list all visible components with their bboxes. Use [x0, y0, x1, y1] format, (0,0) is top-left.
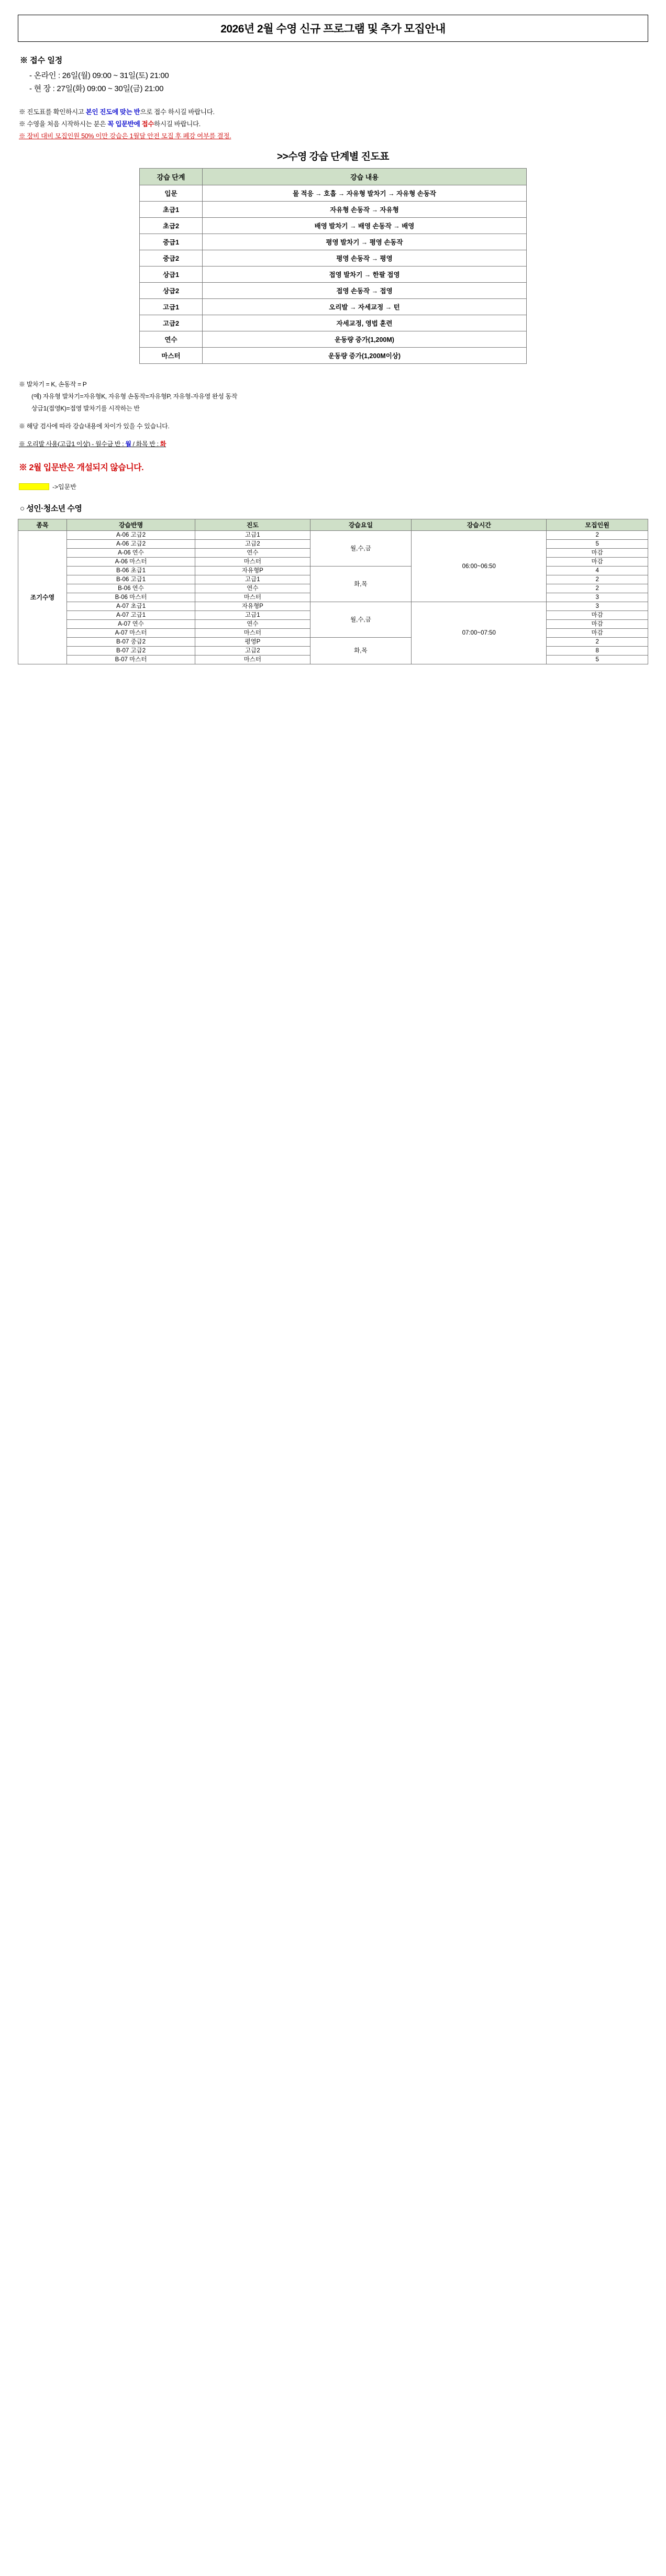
schedule-line-online: - 온라인 : 26일(월) 09:00 ~ 31일(토) 21:00	[29, 71, 169, 80]
table-row	[140, 283, 527, 299]
class-name: B-06 마스터	[66, 593, 195, 602]
class-time: 07:00~07:50	[412, 602, 547, 664]
class-group: 조기수영	[18, 531, 67, 664]
progress-step: 초급2	[140, 218, 203, 234]
class-level: 연수	[195, 620, 310, 629]
note-closure: ※ 장비 대비 모집인원 50% 이만 강습은 1월달 안전 모집 후 폐강 여부를 결정.	[19, 132, 231, 140]
progress-desc: 자유형 손동작 → 자유형	[203, 202, 527, 218]
table-row	[140, 185, 527, 202]
class-name: A-07 마스터	[66, 629, 195, 638]
class-capacity: 2	[547, 638, 648, 647]
progress-table	[139, 168, 527, 364]
progress-desc: 오리발 → 자세교정 → 턴	[203, 299, 527, 315]
class-name: A-06 고급2	[66, 531, 195, 540]
table-row	[140, 331, 527, 348]
table-row	[18, 567, 648, 575]
progress-desc: 접영 손동작 → 접영	[203, 283, 527, 299]
class-level: 마스터	[195, 558, 310, 567]
progress-desc: 평영 발차기 → 평영 손동작	[203, 234, 527, 250]
page-title: 2026년 2월 수영 신규 프로그램 및 추가 모집안내	[18, 15, 648, 42]
footnote-example2: 상급1(접영K)=접영 발차기를 시작하는 반	[31, 405, 140, 412]
class-name: B-07 중급2	[66, 638, 195, 647]
legend-swatch-icon	[19, 483, 49, 490]
class-capacity: 2	[547, 584, 648, 593]
class-level: 연수	[195, 549, 310, 558]
class-capacity: 4	[547, 567, 648, 575]
class-name: B-07 고급2	[66, 647, 195, 656]
class-name: A-07 연수	[66, 620, 195, 629]
class-name: B-07 마스터	[66, 656, 195, 664]
class-level: 고급1	[195, 531, 310, 540]
class-capacity: 5	[547, 540, 648, 549]
adult-header-4: 강습시간	[412, 519, 547, 531]
adult-header-1: 강습반명	[66, 519, 195, 531]
footnote-kp: ※ 발차기 = K, 손동작 = P	[19, 381, 87, 388]
class-capacity: 마감	[547, 620, 648, 629]
progress-desc: 자세교정, 영법 훈련	[203, 315, 527, 331]
class-level: 마스터	[195, 656, 310, 664]
class-capacity: 마감	[547, 611, 648, 620]
class-level: 자유형P	[195, 602, 310, 611]
class-name: A-06 연수	[66, 549, 195, 558]
class-level: 고급1	[195, 611, 310, 620]
footnote-fins	[19, 439, 648, 448]
class-name: A-07 고급1	[66, 611, 195, 620]
class-days: 월,수,금	[310, 602, 412, 638]
adult-header-0: 종목	[18, 519, 67, 531]
footnote-fins-mid: / 화목 반 :	[131, 440, 160, 448]
class-capacity: 3	[547, 602, 648, 611]
class-capacity: 3	[547, 593, 648, 602]
progress-table-title: >>수영 강습 단계별 진도표	[276, 151, 390, 162]
progress-step: 입문	[140, 185, 203, 202]
class-days: 화,목	[310, 638, 412, 664]
class-capacity: 5	[547, 656, 648, 664]
progress-step: 고급2	[140, 315, 203, 331]
class-name: A-06 마스터	[66, 558, 195, 567]
progress-desc: 접영 발차기 → 한팔 접영	[203, 267, 527, 283]
document-page	[0, 0, 666, 685]
class-name: A-06 고급2	[66, 540, 195, 549]
progress-step: 중급1	[140, 234, 203, 250]
progress-desc: 운동량 증가(1,200M)	[203, 331, 527, 348]
class-level: 고급2	[195, 540, 310, 549]
class-level: 마스터	[195, 593, 310, 602]
legend-beginner	[19, 482, 648, 491]
progress-desc: 물 적응 → 호흡 → 자유형 발차기 → 자유형 손동작	[203, 185, 527, 202]
class-time: 06:00~06:50	[412, 531, 547, 602]
class-level: 마스터	[195, 629, 310, 638]
class-capacity: 2	[547, 531, 648, 540]
adult-header-3: 강습요일	[310, 519, 412, 531]
progress-step: 고급1	[140, 299, 203, 315]
footnote-variance: ※ 해당 검사에 따라 강습내용에 차이가 있을 수 있습니다.	[19, 423, 170, 430]
progress-step: 마스터	[140, 348, 203, 364]
table-row	[140, 218, 527, 234]
progress-desc: 배영 발차기 → 배영 손동작 → 배영	[203, 218, 527, 234]
note-beginner: ※ 수영을 처음 시작하시는 분은 꼭 입문반에 접수하시길 바랍니다.	[19, 120, 201, 128]
footnote-example: (예) 자유형 발차기=자유형K, 자유형 손동작=자유형P, 자유형-자유영 완성 동작	[31, 393, 238, 400]
progress-step: 상급1	[140, 267, 203, 283]
section-title-adult: ○ 성인·청소년 수영	[20, 504, 82, 513]
footnote-fins-red: 화	[160, 440, 166, 448]
table-row	[140, 348, 527, 364]
progress-header-step: 강습 단계	[140, 169, 203, 185]
progress-step: 초급1	[140, 202, 203, 218]
class-capacity: 8	[547, 647, 648, 656]
table-row	[18, 602, 648, 611]
schedule-line-onsite: - 현 장 : 27일(화) 09:00 ~ 30일(금) 21:00	[29, 84, 164, 93]
progress-desc: 평영 손동작 → 평영	[203, 250, 527, 267]
class-level: 자유형P	[195, 567, 310, 575]
note-progress: ※ 진도표를 확인하시고 본인 진도에 맞는 반으로 접수 하시길 바랍니다.	[19, 108, 215, 116]
big-notice: ※ 2월 입문반은 개설되지 않습니다.	[19, 463, 144, 472]
class-name: B-06 초급1	[66, 567, 195, 575]
class-level: 고급2	[195, 647, 310, 656]
progress-header-desc: 강습 내용	[203, 169, 527, 185]
progress-desc: 운동량 증가(1,200M이상)	[203, 348, 527, 364]
class-capacity: 마감	[547, 558, 648, 567]
class-capacity: 마감	[547, 549, 648, 558]
table-row	[140, 299, 527, 315]
class-level: 연수	[195, 584, 310, 593]
class-capacity: 2	[547, 575, 648, 584]
table-row	[140, 234, 527, 250]
table-row	[140, 315, 527, 331]
class-level: 평영P	[195, 638, 310, 647]
class-name: A-07 초급1	[66, 602, 195, 611]
table-row	[18, 638, 648, 647]
table-row	[18, 531, 648, 540]
footnote-fins-blue: 월	[125, 440, 131, 448]
class-name: B-06 고급1	[66, 575, 195, 584]
adult-header-5: 모집인원	[547, 519, 648, 531]
legend-label: ->입문반	[52, 483, 76, 491]
progress-step: 상급2	[140, 283, 203, 299]
progress-step: 연수	[140, 331, 203, 348]
adult-class-table	[18, 519, 648, 664]
class-capacity: 마감	[547, 629, 648, 638]
table-row	[140, 250, 527, 267]
table-row	[140, 202, 527, 218]
progress-step: 중급2	[140, 250, 203, 267]
class-level: 고급1	[195, 575, 310, 584]
class-name: B-06 연수	[66, 584, 195, 593]
table-row	[140, 267, 527, 283]
footnote-fins-label: ※ 오리발 사용(고급1 이상) - 월수금 반 :	[19, 440, 126, 448]
class-days: 화,목	[310, 567, 412, 602]
adult-header-2: 진도	[195, 519, 310, 531]
schedule-heading: ※ 접수 일정	[20, 56, 63, 65]
class-days: 월,수,금	[310, 531, 412, 567]
